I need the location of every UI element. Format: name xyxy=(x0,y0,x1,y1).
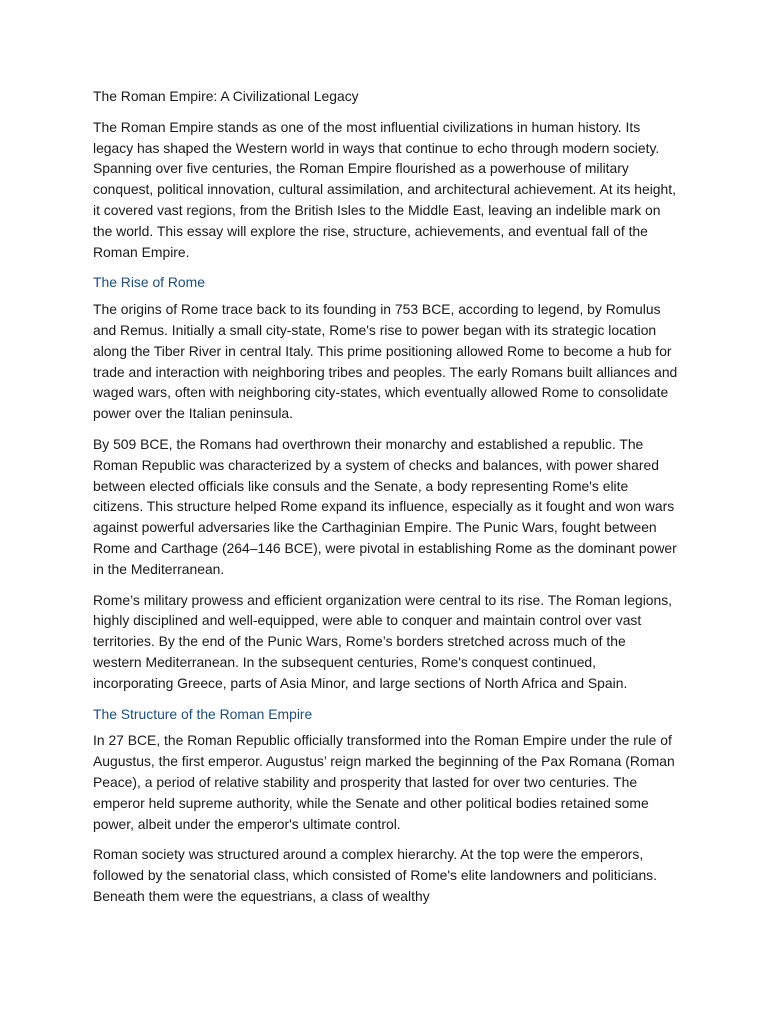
body-paragraph: Rome’s military prowess and efficient organization were central to its rise. The Roman legions, highly disciplined and well-equipped, were able to conquer and maintain control over vast territories. By the end of the Punic Wars, Rome’s borders stretched across much of the western Mediterranean. In the subsequent centuries, Rome's conquest continued, incorporating Greece, parts of Asia Minor, and large sections of North Africa and Spain. xyxy=(93,591,673,691)
document-title: The Roman Empire: A Civilizational Legacy xyxy=(93,88,359,104)
document-page xyxy=(93,86,678,917)
body-paragraph: Roman society was structured around a complex hierarchy. At the top were the emperors, followed by the senatorial class, which consisted of Rome's elite landowners and politicians. Beneath them were the equestrians, a class of wealthy xyxy=(93,846,657,904)
body-paragraph: In 27 BCE, the Roman Republic officially transformed into the Roman Empire under the rule of Augustus, the first emperor. Augustus’ reign marked the beginning of the Pax Romana (Roman Peace), a period of relative stability and prosperity that lasted for over two centuries. The emperor held supreme authority, while the Senate and other political bodies retained some power, albeit under the emperor's ultimate control. xyxy=(93,732,675,832)
section-heading: The Rise of Rome xyxy=(93,274,205,291)
body-paragraph: By 509 BCE, the Romans had overthrown their monarchy and established a republic. The Roman Republic was characterized by a system of checks and balances, with power shared between elected officials like consuls and the Senate, a body representing Rome's elite citizens. This structure helped Rome expand its influence, especially as it fought and won wars against powerful adversaries like the Carthaginian Empire. The Punic Wars, fought between Rome and Carthage (264–146 BCE), were pivotal in establishing Rome as the dominant power in the Mediterranean. xyxy=(93,435,677,577)
section-heading: The Structure of the Roman Empire xyxy=(93,705,313,722)
body-paragraph: The origins of Rome trace back to its founding in 753 BCE, according to legend, by Romulus and Remus. Initially a small city-state, Rome's rise to power began with its strategic location along the Tiber River in central Italy. This prime positioning allowed Rome to become a hub for trade and interaction with neighboring tribes and peoples. The early Romans built alliances and waged wars, often with neighboring city-states, which eventually allowed Rome to consolidate power over the Italian peninsula. xyxy=(93,301,678,422)
section-rise-of-rome xyxy=(93,272,678,693)
intro-paragraph: The Roman Empire stands as one of the most influential civilizations in human history. Its legacy has shaped the Western world in ways that continue to echo through modern society. Spanning over five centuries, the Roman Empire flourished as a powerhouse of military conquest, political innovation, cultural assimilation, and architectural achievement. At its height, it covered vast regions, from the British Isles to the Middle East, leaving an indelible mark on the world. This essay will explore the rise, structure, achievements, and eventual fall of the Roman Empire. xyxy=(93,118,676,260)
section-structure-of-empire xyxy=(93,704,678,907)
